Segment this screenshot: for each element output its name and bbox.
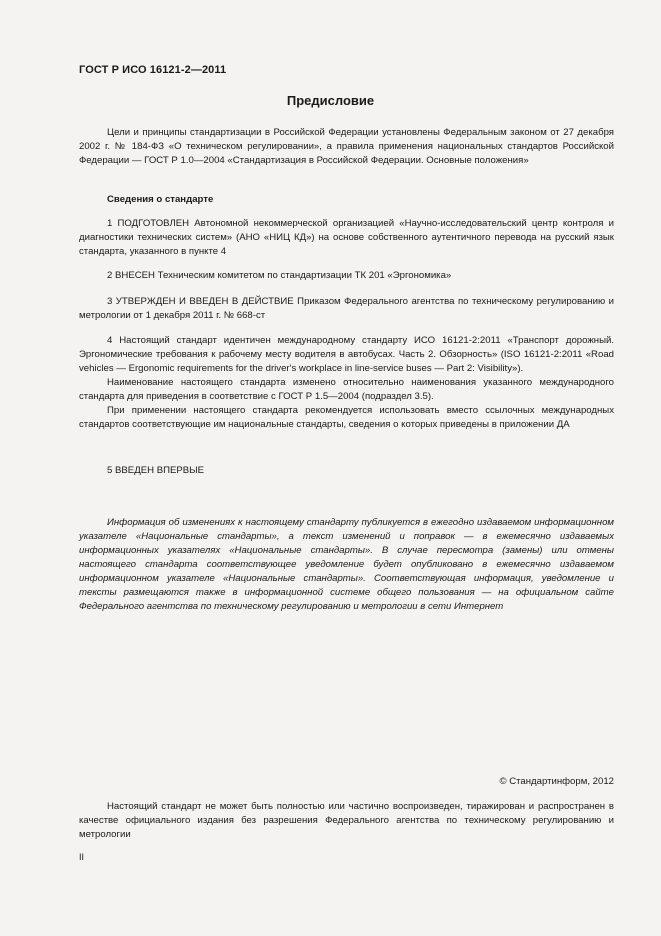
- page-title: Предисловие: [286, 93, 375, 108]
- item-5: 5 ВВЕДЕН ВПЕРВЫЕ: [107, 465, 205, 476]
- reproduction-notice-block: [79, 800, 614, 842]
- info-notice-block: [79, 516, 614, 614]
- item-5-block: [79, 464, 614, 478]
- info-notice: Информация об изменениях к настоящему стандарту публикуется в ежегодно издаваемом информационном указателе «Национальные стандарты», а текст изменений и поправок — в ежемесячно издаваемых информационных указателях «Национальные стандарты». В случае пересмотра (замены) или отмены настоящего стандарта соответствующее уведомление будет опубликовано в ежемесячно издаваемом информационном указателе «Национальные стандарты». Соответствующая информация, уведомление и тексты размещаются также в информационной системе общего пользования — на официальном сайте Федерального агентства по техническому регулированию и метрологии в сети Интернет: [79, 517, 614, 612]
- reproduction-notice: Настоящий стандарт не может быть полностью или частично воспроизведен, тиражирован и распространен в качестве официального издания без разрешения Федерального агентства по техническому регулированию и метрологии: [79, 801, 614, 840]
- item-2-block: [79, 269, 614, 283]
- section-heading: Сведения о стандарте: [107, 194, 214, 205]
- item-4-main: 4 Настоящий стандарт идентичен международному стандарту ИСО 16121-2:2011 «Транспорт дорожный. Эргономические требования к рабочему месту водителя в автобусах. Часть 2. Обзорность» (ISO 16121-2:2011 «Road vehicles — Ergonomic requirements for the driver's workplace in line-service buses — Part 2: Visibility»).: [79, 335, 614, 374]
- intro-paragraph: Цели и принципы стандартизации в Российской Федерации установлены Федеральным законом от 27 декабря 2002 г. № 184-ФЗ «О техническом регулировании», а правила применения национальных стандартов Российской Федерации — ГОСТ Р 1.0—2004 «Стандартизация в Российской Федерации. Основные положения»: [79, 127, 614, 166]
- intro-block: [79, 126, 614, 168]
- page-number: II: [79, 852, 85, 862]
- item-2: 2 ВНЕСЕН Техническим комитетом по стандартизации ТК 201 «Эргономика»: [107, 270, 452, 281]
- section-heading-block: [79, 193, 614, 207]
- copyright: © Стандартинформ, 2012: [499, 776, 614, 787]
- item-3: 3 УТВЕРЖДЕН И ВВЕДЕН В ДЕЙСТВИЕ Приказом Федерального агентства по техническому регулированию и метрологии от 1 декабря 2011 г. № 668-ст: [79, 296, 614, 321]
- item-4-reference-note: При применении настоящего стандарта рекомендуется использовать вместо ссылочных международных стандартов соответствующие им национальные стандарты, сведения о которых приведены в приложении ДА: [79, 405, 614, 430]
- document-header: ГОСТ Р ИСО 16121-2—2011: [79, 64, 227, 76]
- item-3-block: [79, 295, 614, 323]
- item-4-block: [79, 334, 614, 432]
- item-1: 1 ПОДГОТОВЛЕН Автономной некоммерческой организацией «Научно-исследовательский центр контроля и диагностики технических систем» (АНО «НИЦ КД») на основе собственного аутентичного перевода на русский язык стандарта, указанного в пункте 4: [79, 218, 614, 257]
- item-1-block: [79, 217, 614, 259]
- item-4-name-note: Наименование настоящего стандарта изменено относительно наименования указанного международного стандарта для приведения в соответствие с ГОСТ Р 1.5—2004 (подраздел 3.5).: [79, 377, 614, 402]
